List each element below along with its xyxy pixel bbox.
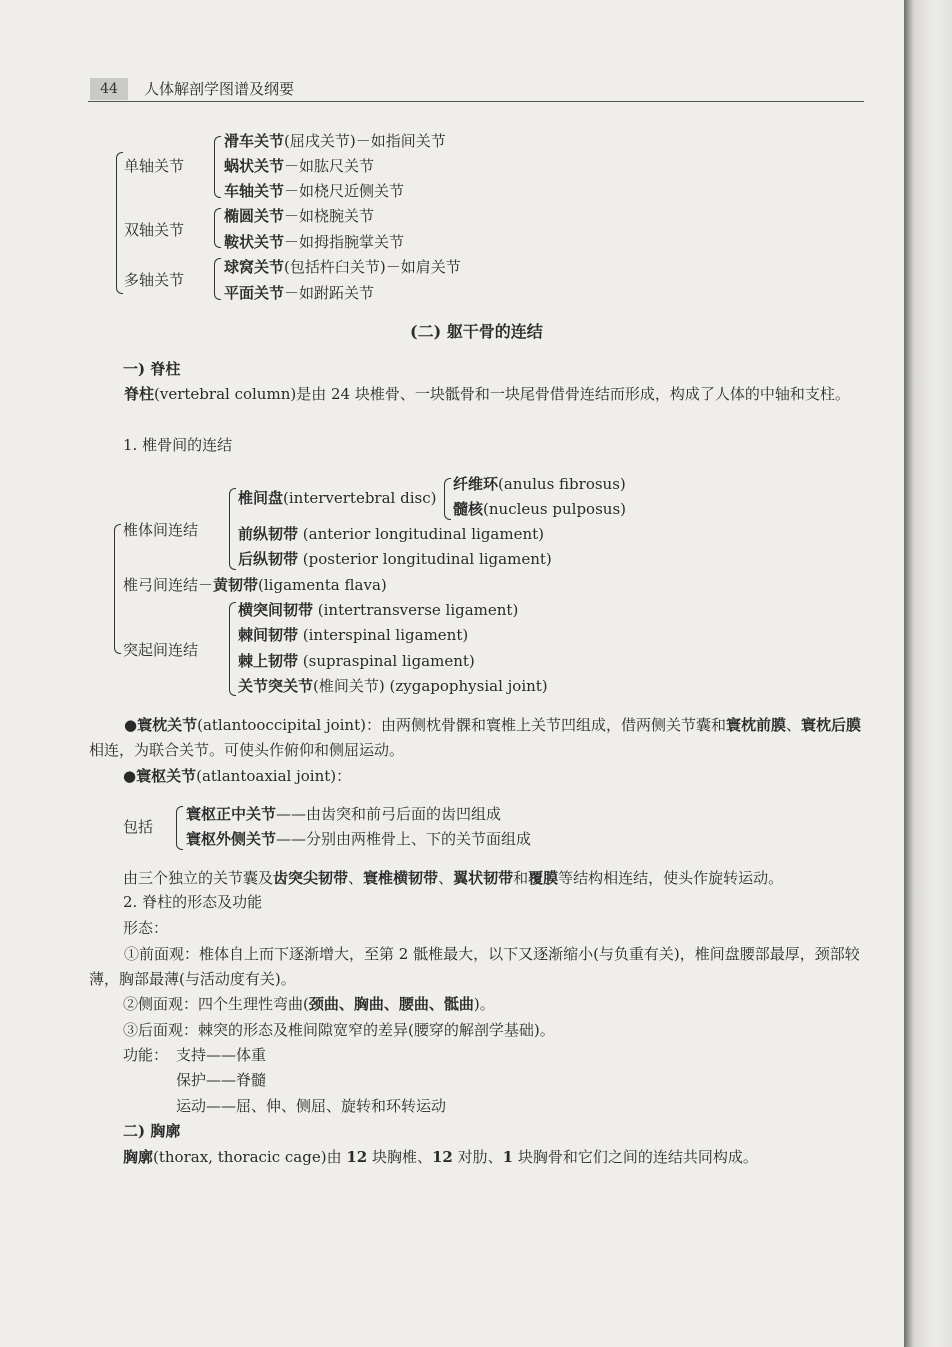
biaxial-brace [214, 208, 221, 248]
disc-part: 纤维环(anulus fibrosus) [453, 475, 626, 493]
joint-item: 平面关节－如跗跖关节 [224, 284, 375, 302]
thorax-heading: 二) 胸廓 [123, 1122, 181, 1140]
uniaxial-label: 单轴关节 [124, 157, 185, 175]
thorax-paragraph: 胸廓(thorax, thoracic cage)由 12 块胸椎、12 对肋、1 块胸骨和它们之间的连结共同构成。 [123, 1148, 758, 1166]
arch-connection: 椎弓间连结－黄韧带(ligamenta flava) [123, 576, 387, 594]
book-spine [904, 0, 952, 1347]
disc-brace [444, 478, 451, 520]
ligament-item: 前纵韧带 (anterior longitudinal ligament) [238, 525, 545, 543]
vertebral-outer-brace [114, 524, 121, 654]
spine-intro: 脊柱(vertebral column)是由 24 块椎骨、一块骶骨和一块尾骨借骨连结而形成，构成了人体的中轴和支柱。 [124, 385, 850, 403]
subsection-2: 2. 脊柱的形态及功能 [123, 893, 263, 911]
joint-item: 蜗状关节－如肱尺关节 [224, 157, 375, 175]
outer-brace [116, 152, 123, 294]
function-item: 保护——脊髓 [176, 1071, 267, 1089]
side-view: ②侧面观：四个生理性弯曲(颈曲、胸曲、腰曲、骶曲)。 [123, 995, 495, 1013]
biaxial-label: 双轴关节 [124, 221, 185, 239]
joint-item: 鞍状关节－如拇指腕掌关节 [224, 233, 405, 251]
atlanto-axial-summary: 由三个独立的关节囊及齿突尖韧带、寰椎横韧带、翼状韧带和覆膜等结构相连结，使头作旋转运动。 [123, 869, 784, 887]
spine-heading: 一) 脊柱 [123, 360, 181, 378]
joint-item: 球窝关节(包括杵臼关节)－如肩关节 [224, 258, 461, 276]
joint-item: 滑车关节(屈戌关节)－如指间关节 [224, 132, 446, 150]
joint-item: 椭圆关节－如桡腕关节 [224, 207, 375, 225]
function-item: 支持——体重 [176, 1046, 267, 1064]
function-label: 功能： [123, 1046, 169, 1064]
atlanto-axial-heading: ●寰枢关节(atlantoaxial joint)： [123, 767, 352, 785]
book-title: 人体解剖学图谱及纲要 [144, 80, 295, 98]
uniaxial-brace [214, 136, 221, 198]
process-item: 横突间韧带 (intertransverse ligament) [238, 601, 519, 619]
back-view: ③后面观：棘突的形态及椎间隙宽窄的差异(腰穿的解剖学基础)。 [123, 1021, 555, 1039]
front-view: ①前面观：椎体自上而下逐渐增大，至第 2 骶椎最大，以下又逐渐缩小(与负重有关)，椎间盘腰部最厚，颈部较薄，胸部最薄(与活动度有关)。 [89, 945, 860, 988]
process-item: 棘间韧带 (interspinal ligament) [238, 626, 469, 644]
process-connection-label: 突起间连结 [123, 641, 199, 659]
include-brace [176, 806, 183, 850]
multiaxial-brace [214, 258, 221, 300]
atlanto-occipital-paragraph: ●寰枕关节(atlantooccipital joint)：由两侧枕骨髁和寰椎上关节凹组成，借两侧关节囊和寰枕前膜、寰枕后膜相连，为联合关节。可使头作俯仰和侧屈运动。 [89, 716, 862, 759]
process-item: 棘上韧带 (supraspinal ligament) [238, 652, 475, 670]
body-brace [229, 488, 236, 570]
ligament-item: 后纵韧带 (posterior longitudinal ligament) [238, 550, 552, 568]
joint-item: 车轴关节－如桡尺近侧关节 [224, 182, 405, 200]
body-connection-label: 椎体间连结 [123, 521, 199, 539]
disc-item: 椎间盘(intervertebral disc) [238, 489, 437, 507]
section-title: (二) 躯干骨的连结 [410, 322, 543, 341]
atlanto-axial-item: 寰枢外侧关节——分别由两椎骨上、下的关节面组成 [186, 830, 532, 848]
atlanto-axial-item: 寰枢正中关节——由齿突和前弓后面的齿凹组成 [186, 805, 502, 823]
shape-label: 形态： [123, 919, 169, 937]
process-item: 关节突关节(椎间关节) (zygapophysial joint) [238, 677, 548, 695]
include-label: 包括 [123, 818, 154, 836]
disc-part: 髓核(nucleus pulposus) [453, 500, 626, 518]
process-brace [229, 602, 236, 696]
header-rule [88, 101, 864, 102]
page-number: 44 [90, 78, 128, 100]
subsection-1: 1. 椎骨间的连结 [123, 436, 233, 454]
function-item: 运动——屈、伸、侧屈、旋转和环转运动 [176, 1097, 447, 1115]
multiaxial-label: 多轴关节 [124, 271, 185, 289]
